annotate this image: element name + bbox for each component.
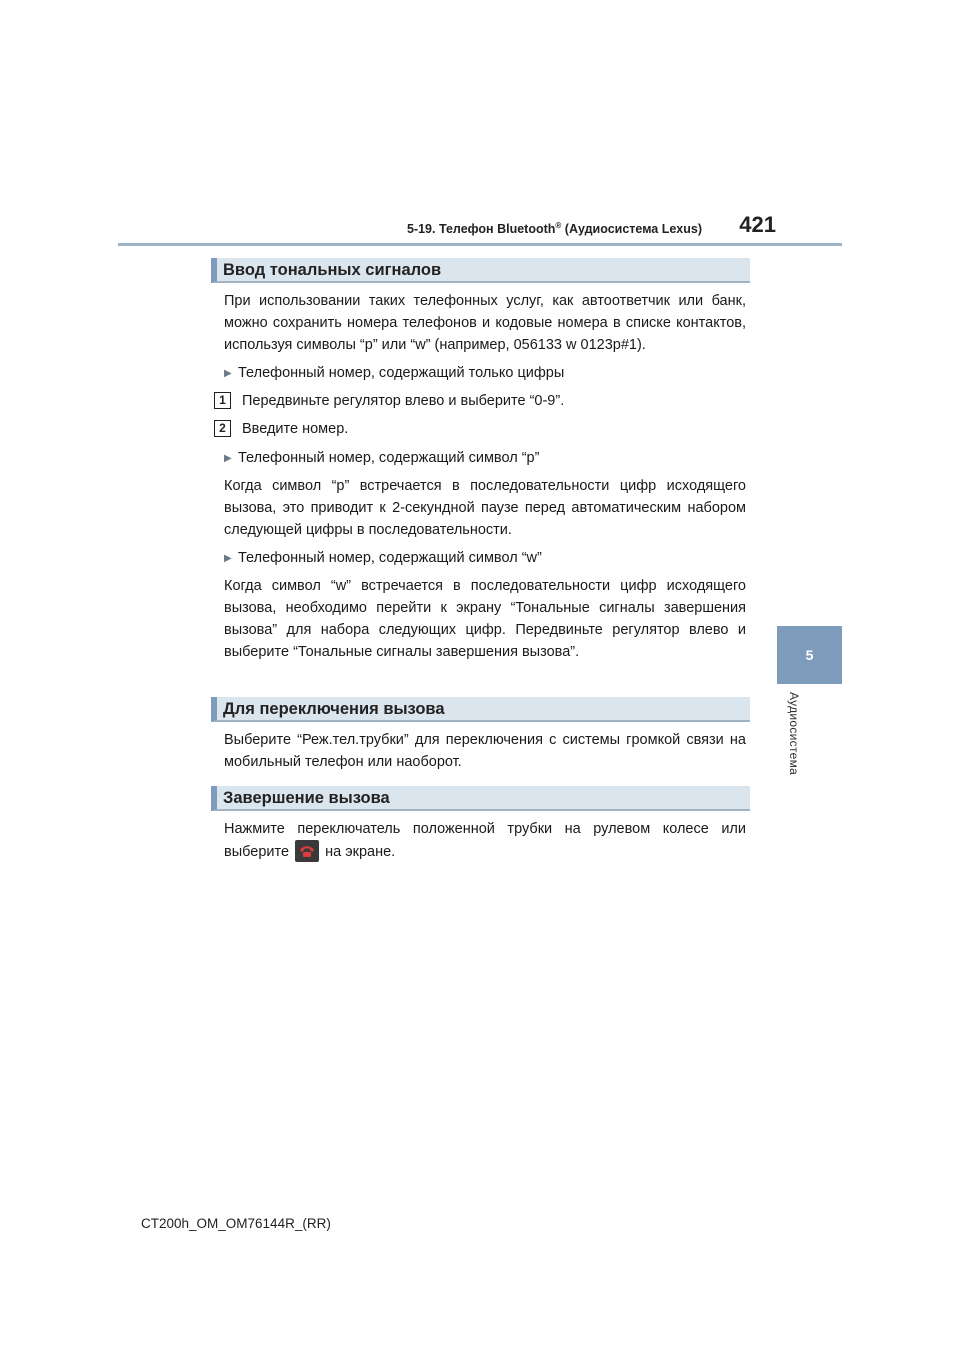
header-section-prefix: 5-19. Телефон Bluetooth xyxy=(406,222,556,237)
chapter-label: Аудиосистема xyxy=(787,692,801,776)
header-divider xyxy=(118,243,842,246)
bullet-symbol-w xyxy=(224,547,542,570)
bullet-symbol-w-text: Телефонный номер, содержащий символ “w” xyxy=(238,550,542,566)
triangle-bullet-icon: ▶ xyxy=(224,453,232,464)
bullet-digits-only-text: Телефонный номер, содержащий только цифры xyxy=(238,365,565,381)
symbol-p-paragraph: Когда символ “p” встречается в последовательности цифр исходящего вызова, это приводит к 2-секундной паузе перед автоматическим набором следующей цифры в последовательности. xyxy=(224,478,746,538)
running-header xyxy=(390,221,702,236)
registered-mark: ® xyxy=(555,221,562,230)
symbol-w-paragraph: Когда символ “w” встречается в последовательности цифр исходящего вызова, необходимо перейти к экрану “Тональные сигналы завершения вызова” для набора следующих цифр. Передвиньте регулятор влево и выберите “Тональные сигналы завершения вызова”. xyxy=(224,578,746,660)
end-call-text-after: на экране. xyxy=(325,844,396,860)
end-call-paragraph xyxy=(224,818,746,863)
step-2-text: Введите номер. xyxy=(242,421,349,437)
bullet-digits-only xyxy=(224,362,564,385)
end-call-text-before: Нажмите переключатель положенной трубки на рулевом колесе или выберите xyxy=(224,821,746,860)
chapter-number: 5 xyxy=(805,647,814,663)
bullet-symbol-p xyxy=(224,447,539,470)
triangle-bullet-icon: ▶ xyxy=(224,553,232,564)
header-section-suffix: (Аудиосистема Lexus) xyxy=(561,222,702,237)
tone-intro-paragraph: При использовании таких телефонных услуг, как автоответчик или банк, можно сохранить номера телефонов и кодовые номера в списке контактов, используя символы “p” или “w” (например, 056133 w 0123p#1). xyxy=(224,293,746,353)
section-title-switch-call: Для переключения вызова xyxy=(211,697,750,722)
step-number-1: 1 xyxy=(214,392,231,409)
switch-call-paragraph: Выберите “Реж.тел.трубки” для переключения с системы громкой связи на мобильный телефон или наоборот. xyxy=(224,732,746,770)
section-title-tone-input: Ввод тональных сигналов xyxy=(211,258,750,283)
bullet-symbol-p-text: Телефонный номер, содержащий символ “p” xyxy=(238,450,540,466)
hang-up-phone-icon xyxy=(295,840,319,862)
section-title-end-call: Завершение вызова xyxy=(211,786,750,811)
step-number-2: 2 xyxy=(214,420,231,437)
page-number: 421 xyxy=(739,212,776,237)
document-code: CT200h_OM_OM76144R_(RR) xyxy=(141,1216,331,1231)
step-1-text: Передвиньте регулятор влево и выберите “0-9”. xyxy=(242,393,565,409)
triangle-bullet-icon: ▶ xyxy=(224,368,232,379)
chapter-tab xyxy=(777,626,842,684)
